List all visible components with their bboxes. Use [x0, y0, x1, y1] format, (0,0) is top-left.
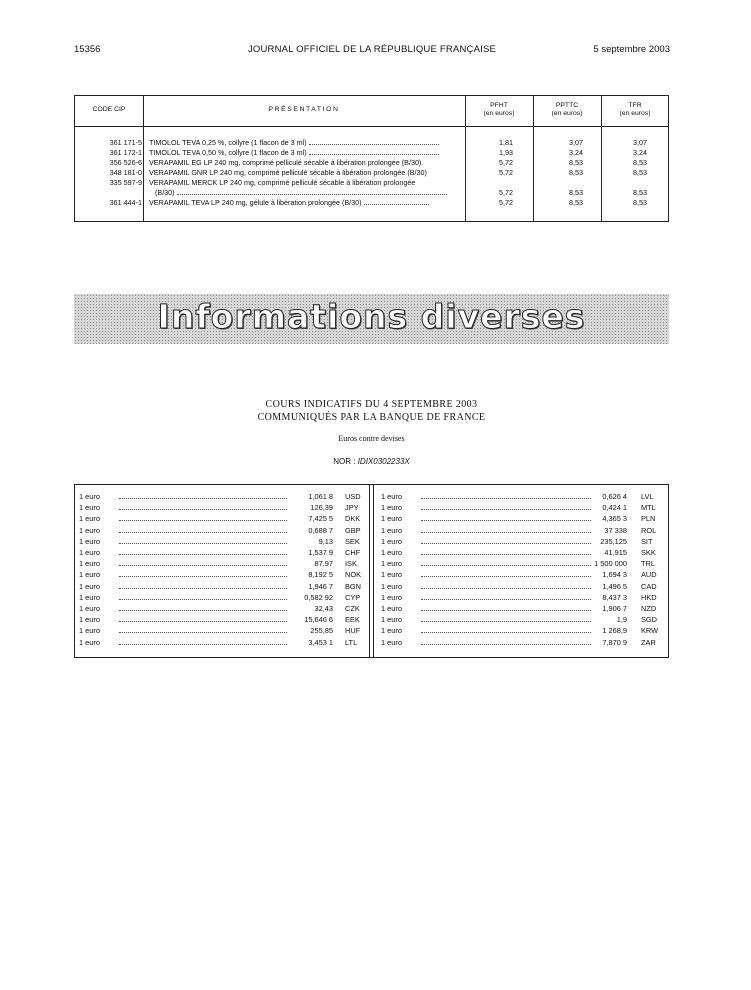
rate-label: 1 euro [79, 514, 100, 524]
rate-label: 1 euro [79, 581, 100, 591]
rate-value: 1,537 9 [308, 548, 333, 557]
rate-row [381, 592, 666, 603]
rate-label: 1 euro [381, 559, 402, 569]
dot-leader [421, 565, 591, 566]
table-row: 361 172-1 TIMOLOL TEVA 0,50 %, collyre (1 flacon de 3 ml) 1,93 3,24 3,24 [109, 148, 647, 157]
dot-leader [119, 565, 287, 566]
dot-leader [119, 532, 287, 533]
dot-leader [119, 543, 287, 544]
rate-row [79, 603, 364, 614]
rate-value: 1,061 8 [308, 492, 333, 501]
rates-title-line1: COURS INDICATIFS DU 4 SEPTEMBRE 2003 [265, 399, 478, 410]
currency-code: ROL [641, 525, 657, 535]
rate-label: 1 euro [381, 637, 402, 647]
dot-leader [421, 576, 591, 577]
currency-code: CZK [345, 604, 360, 613]
section-title: Informations diverses [157, 297, 586, 336]
rate-value: 0,582 92 [304, 592, 333, 602]
table-row: 348 181-0 VERAPAMIL GNR LP 240 mg, comprimé pelliculé sécable à libération prolongée (B/30) 5,72 8,53 8,53 [109, 168, 647, 177]
table-row: 335 597-9 VERAPAMIL MERCK LP 240 mg, comprimé pelliculé sécable à libération prolongée [109, 178, 416, 187]
rate-row [381, 625, 666, 636]
rate-row [381, 614, 666, 625]
dot-leader [119, 576, 287, 577]
rate-row [79, 502, 364, 513]
dot-leader [119, 610, 287, 611]
rates-subtitle: Euros contre devises [338, 434, 405, 443]
dot-leader [421, 532, 591, 533]
currency-code: ISK [345, 559, 357, 569]
rate-label: 1 euro [79, 604, 100, 613]
currency-code: ZAR [641, 637, 656, 647]
currency-code: CAD [641, 581, 657, 591]
currency-code: JPY [345, 503, 359, 513]
journal-title: JOURNAL OFFICIEL DE LA RÉPUBLIQUE FRANÇAISE [247, 44, 497, 55]
dot-leader [421, 509, 591, 510]
rate-row [79, 558, 364, 569]
rate-value: 1,906 7 [602, 604, 627, 613]
rate-row [381, 491, 666, 502]
currency-code: DKK [345, 514, 361, 524]
currency-code: CYP [345, 592, 361, 602]
rate-label: 1 euro [381, 548, 402, 557]
currency-code: LTL [345, 637, 358, 647]
rate-label: 1 euro [79, 492, 100, 501]
dot-leader [119, 588, 287, 589]
table-row-continuation: (B/30) 5,72 8,53 8,53 [155, 188, 647, 197]
rate-value: 1 500 000 [594, 559, 627, 569]
rate-value: 1,694 3 [602, 570, 627, 580]
rate-value: 126,39 [310, 503, 333, 513]
currency-code: PLN [641, 514, 656, 524]
currency-code: SEK [345, 536, 360, 546]
currency-code: CHF [345, 548, 361, 557]
rate-row [79, 536, 364, 547]
rate-row [381, 547, 666, 558]
rate-row [79, 491, 364, 502]
rate-value: 7,870 9 [602, 637, 627, 647]
rate-value: 1 268,9 [602, 626, 627, 636]
column-header-tfr: TFR (en euros) [619, 102, 651, 117]
rate-label: 1 euro [79, 637, 100, 647]
dot-leader [119, 599, 287, 600]
rate-label: 1 euro [79, 548, 100, 557]
column-header-pfht: PFHT (en euros) [483, 102, 515, 117]
rate-row [381, 581, 666, 592]
currency-code: KRW [641, 626, 659, 636]
currency-code: SKK [641, 548, 656, 557]
dot-leader [119, 621, 287, 622]
dot-leader [119, 520, 287, 521]
rate-value: 41,915 [604, 548, 627, 557]
rate-label: 1 euro [79, 503, 100, 513]
rate-label: 1 euro [381, 514, 402, 524]
currency-code: USD [345, 492, 361, 501]
rate-label: 1 euro [381, 492, 402, 501]
dot-leader [421, 632, 591, 633]
page-header [74, 44, 670, 58]
rate-value: 9,13 [318, 536, 333, 546]
currency-code: LVL [641, 492, 654, 501]
rate-row [381, 502, 666, 513]
table-row: 361 444-1 VERAPAMIL TEVA LP 240 mg, gélule à libération prolongée (B/30) 5,72 8,53 8,53 [109, 198, 647, 207]
rate-value: 15,646 6 [304, 615, 333, 625]
dot-leader [421, 621, 591, 622]
dot-leader [119, 509, 287, 510]
rate-label: 1 euro [381, 626, 402, 636]
rate-row [79, 614, 364, 625]
currency-code: MTL [641, 503, 656, 513]
rate-value: 8,192 5 [308, 570, 333, 580]
rate-label: 1 euro [381, 536, 402, 546]
currency-code: TRL [641, 559, 655, 569]
rate-row [381, 603, 666, 614]
dot-leader [421, 644, 591, 645]
dot-leader [119, 632, 287, 633]
table-row: 356 526-6 VERAPAMIL EG LP 240 mg, comprimé pelliculé sécable à libération prolongée (B/30) 5,72 8,53 8,53 [109, 158, 647, 167]
rate-row [381, 637, 666, 648]
exchange-rates-table [74, 484, 669, 658]
rate-row [381, 525, 666, 536]
rate-value: 0,626 4 [602, 492, 627, 501]
dot-leader [119, 498, 287, 499]
currency-code: NZD [641, 604, 657, 613]
currency-code: EEK [345, 615, 360, 625]
rate-value: 4,365 3 [602, 514, 627, 524]
page-number: 15356 [74, 44, 101, 55]
rate-label: 1 euro [381, 503, 402, 513]
currency-code: SIT [641, 536, 653, 546]
currency-code: HKD [641, 592, 657, 602]
column-header-pttc: PPTTC (en euros) [551, 102, 583, 117]
rate-row [381, 513, 666, 524]
rate-label: 1 euro [79, 525, 100, 535]
rate-label: 1 euro [381, 525, 402, 535]
rate-value: 255,85 [310, 626, 333, 636]
rate-row [381, 569, 666, 580]
rate-row [381, 558, 666, 569]
rate-value: 87,97 [314, 559, 333, 569]
rate-row [79, 569, 364, 580]
nor-reference: NOR : IDIX0302233X [333, 457, 410, 466]
currency-code: HUF [345, 626, 361, 636]
rate-label: 1 euro [79, 570, 100, 580]
rate-value: 0,424 1 [602, 503, 627, 513]
dot-leader [421, 610, 591, 611]
section-banner [74, 294, 669, 344]
dot-leader [421, 554, 591, 555]
rate-value: 37 338 [604, 525, 627, 535]
rate-row [79, 592, 364, 603]
rate-row [79, 625, 364, 636]
rate-label: 1 euro [381, 615, 402, 625]
dot-leader [421, 599, 591, 600]
rate-row [79, 637, 364, 648]
currency-code: AUD [641, 570, 657, 580]
rate-value: 0,688 7 [308, 525, 333, 535]
rates-title-line2: COMMUNIQUÉS PAR LA BANQUE DE FRANCE [257, 412, 486, 423]
rate-row [79, 525, 364, 536]
dot-leader [119, 644, 287, 645]
rate-label: 1 euro [381, 592, 402, 602]
rate-label: 1 euro [381, 570, 402, 580]
currency-code: NOK [345, 570, 362, 580]
rate-row [79, 581, 364, 592]
rate-value: 235,125 [600, 536, 627, 546]
rate-label: 1 euro [79, 615, 100, 625]
dot-leader [421, 498, 591, 499]
rate-label: 1 euro [381, 581, 402, 591]
dot-leader [421, 520, 591, 521]
rate-row [381, 536, 666, 547]
column-header-code: CODE CIP [92, 106, 126, 113]
currency-code: SGD [641, 615, 658, 625]
table-row: 361 171-5 TIMOLOL TEVA 0,25 %, collyre (1 flacon de 3 ml) 1,81 3,07 3,07 [109, 138, 647, 147]
rate-value: 32,43 [314, 604, 333, 613]
rate-label: 1 euro [79, 559, 100, 569]
rate-label: 1 euro [79, 592, 100, 602]
rate-value: 8,437 3 [602, 592, 627, 602]
dot-leader [421, 588, 591, 589]
rate-value: 1,496 5 [602, 581, 627, 591]
rate-value: 1,946 7 [308, 581, 333, 591]
currency-code: GBP [345, 525, 361, 535]
rate-row [79, 513, 364, 524]
column-header-presentation: PRÉSENTATION [268, 106, 340, 113]
currency-code: BGN [345, 581, 362, 591]
rate-label: 1 euro [381, 604, 402, 613]
issue-date: 5 septembre 2003 [593, 44, 670, 55]
dot-leader [421, 543, 591, 544]
rate-value: 1,9 [616, 615, 627, 625]
rate-label: 1 euro [79, 626, 100, 636]
rate-value: 7,425 5 [308, 514, 333, 524]
drug-price-table [74, 95, 669, 222]
rate-row [79, 547, 364, 558]
rate-value: 3,453 1 [308, 637, 333, 647]
rate-label: 1 euro [79, 536, 100, 546]
dot-leader [119, 554, 287, 555]
